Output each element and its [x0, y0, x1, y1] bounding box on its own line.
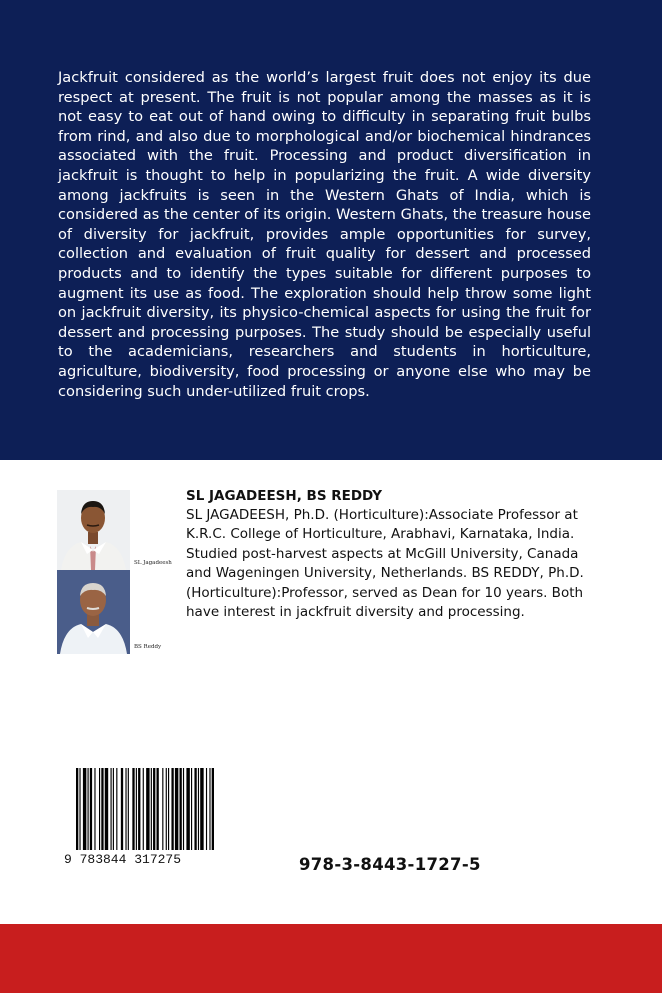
barcode-bar [209, 768, 210, 850]
photo-caption: BS Reddy [134, 644, 162, 650]
barcode-bar [166, 768, 167, 850]
barcode-bar [121, 768, 123, 850]
barcode-bar [162, 768, 163, 850]
author-bio: SL JAGADEESH, Ph.D. (Horticulture):Associate Professor at K.R.C. College of Horticulture, Arabhavi, Karnataka, India. Studied post-harvest aspects at McGill University, Canada and Wageningen University, Netherlands. BS REDDY, Ph.D. (Horticulture):Professor, served as Dean for 10 years. Both have interest in jackfruit diversity and processing. [186, 507, 584, 621]
barcode-bar [146, 768, 149, 850]
barcode-bar [206, 768, 207, 850]
author-names: SL JAGADEESH, BS REDDY [186, 488, 383, 504]
barcode-bar [128, 768, 129, 850]
barcode-bar [111, 768, 112, 850]
barcode-bar [101, 768, 103, 850]
barcode-bar [79, 768, 80, 850]
barcode-bar [157, 768, 159, 850]
barcode-bar [94, 768, 95, 850]
barcode-bar [132, 768, 134, 850]
barcode-bar [90, 768, 92, 850]
barcode-bar [99, 768, 100, 850]
barcode-bar [76, 768, 78, 850]
barcode-bar [200, 768, 203, 850]
photo-caption: SL Jagadeesh [134, 560, 172, 566]
author-photo-reddy [57, 570, 163, 654]
barcode-bar [151, 768, 152, 850]
blurb-panel [0, 0, 662, 460]
barcode-bar [183, 768, 184, 850]
barcode-bar [143, 768, 144, 850]
book-description: Jackfruit considered as the world’s largest fruit does not enjoy its due respect at present. The fruit is not popular among the masses as it is not easy to eat out of hand owing to difficulty in separating fruit bulbs from rind, and also due to morphological and/or biochemical hindrances associated with the fruit. Processing and product diversification in jackfruit is thought to help in popularizing the fruit. A wide diversity among jackfruits is seen in the Western Ghats of India, which is considered as the center of its origin. Western Ghats, the treasure house of diversity for jackfruit, provides ample opportunities for survey, collection and evaluation of fruit quality for dessert and processed products and to identify the types suitable for different purposes to augment its use as food. The exploration should help throw some light on jackfruit diversity, its physico-chemical aspects for using the fruit for dessert and processing purposes. The study should be especially useful to the academicians, researchers and students in horticulture, agriculture, biodiversity, food processing or anyone else who may be considering such under-utilized fruit crops. [58, 69, 591, 400]
barcode-bar [125, 768, 126, 850]
barcode-bar [212, 768, 214, 850]
bottom-color-band [0, 924, 662, 993]
barcode-bar [171, 768, 173, 850]
portrait-image [57, 490, 130, 570]
barcode-bar [186, 768, 189, 850]
barcode-digits: 9 783844 317275 [64, 852, 182, 864]
barcode-bar [180, 768, 182, 850]
barcode-bar [83, 768, 86, 850]
barcode-bar [191, 768, 192, 850]
barcode-bar [116, 768, 117, 850]
portrait-image [57, 570, 130, 654]
barcode-bar [105, 768, 108, 850]
barcode-bar [168, 768, 169, 850]
barcode-bar [88, 768, 89, 850]
barcode-bar [175, 768, 178, 850]
barcode-bar [198, 768, 199, 850]
isbn-number: 978-3-8443-1727-5 [299, 855, 481, 874]
barcode-bar [194, 768, 196, 850]
barcode-bar [113, 768, 114, 850]
isbn-barcode [62, 768, 260, 864]
barcode-bar [153, 768, 155, 850]
author-photo-jagadeesh [57, 490, 172, 570]
barcode-bar [136, 768, 137, 850]
barcode-bar [138, 768, 140, 850]
